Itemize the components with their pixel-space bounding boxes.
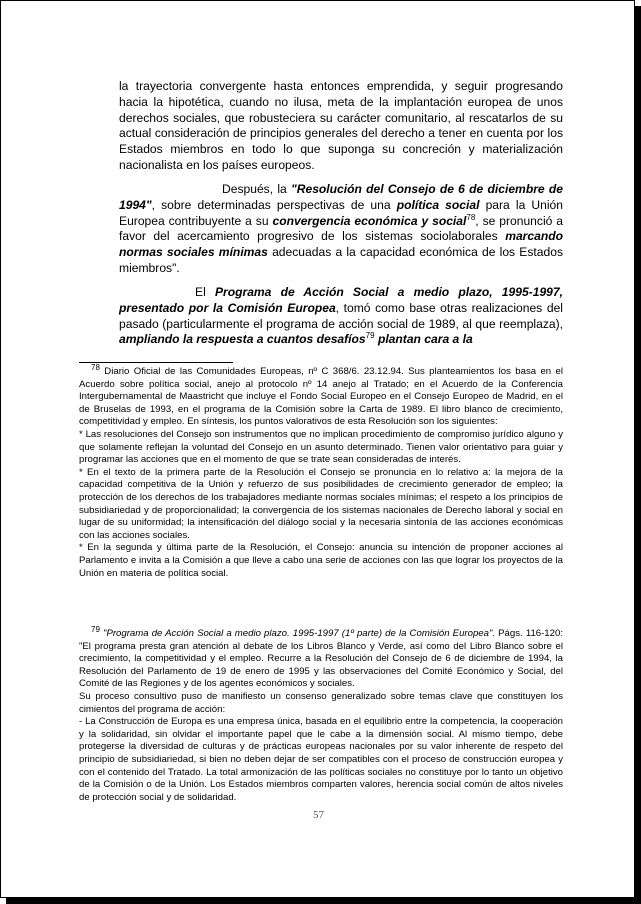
p2-text-e: para la Unión Europea contribuyente a su (119, 197, 563, 228)
p3-emphasis-ampliando: ampliando la respuesta a cuantos desafíos (119, 332, 366, 347)
page-shadow-right (635, 6, 641, 904)
body-paragraph-1 (119, 79, 563, 174)
p2-text-h: , se pronunció a favor del acercamiento progresivo de los sistemas sociolaborales (119, 213, 564, 244)
footnote-79-title: "Programa de Acción Social a medio plazo. 1995-1997 (1º parte) de la Comisión Europea" (99, 628, 493, 639)
footnote-79-intro-text: . Págs. 116-120: "El programa presta gran atención al debate de los Libros Blanco y Verde, así como del Libro Blanco sobre el crecimiento, la competitividad y el empleo. Recurre a la Resolución del Consejo de 6 de diciembre de 1994, la Resolución del Parlamento de 19 de enero de 1995 y las observaciones del Comité Económico y Social, del Comité de las Regiones y de los agentes económicos y sociales. (79, 628, 563, 690)
body-paragraph-2 (119, 182, 563, 277)
footnote-78 (79, 362, 563, 580)
p2-emphasis-normas: marcando normas sociales mínimas (119, 229, 563, 260)
footnote-79-intro (79, 624, 563, 691)
footnote-78-intro-text: Diario Oficial de las Comunidades Europeas, nº C 368/6. 23.12.94. Sus planteamientos los basa en el Acuerdo sobre política social, anejo al protocolo nº 14 anejo al Tratado; en el Acuerdo de la Conferencia Intergubernamental de Maastricht que incluye el Fondo Social Europeo en el Consejo Europeo de Madrid, en el de Bruselas de 1993, en el programa de la Comisión sobre la Carta de 1989. El libro blanco de crecimiento, competitividad y empleo. En síntesis, los puntos valorativos de esta Resolución son los siguientes: (79, 366, 563, 428)
footnote-78-item-1: * Las resoluciones del Consejo son instrumentos que no implican procedimiento de compromiso jurídico alguno y que solamente reflejan la voluntad del Consejo en un asunto determinado. Tienen valor orientativo para guiar y programar las acciones que en el momento de que se trate sean consideradas de interés. (79, 428, 563, 466)
page-shadow-bottom (6, 898, 641, 904)
paragraph-1-text: la trayectoria convergente hasta entonces emprendida, y seguir progresando hacia la hipotética, cuando no ilusa, meta de la implantación europea de unos derechos sociales, que robusteciera su carácter comunitario, al rescatarlos de su actual consideración de principios generales del derecho a tener en cuenta por los Estados miembros en todo lo que suponga su concreción y materialización nacionalista en los países europeos. (119, 79, 563, 172)
page-number: 57 (313, 809, 324, 821)
p3-text-c: , tomó como base otras realizaciones del pasado (particularmente el programa de acción social de 1989, al que reemplaza), (119, 300, 563, 331)
p2-text-a: Después, la (222, 182, 291, 196)
footnote-78-intro (79, 362, 563, 429)
body-paragraph-3 (119, 285, 563, 348)
footnote-78-item-2: * En el texto de la primera parte de la Resolución el Consejo se pronuncia en lo relativo a: la mejora de la capacidad competitiva de la Unión y refuerzo de sus posibilidades de crecimiento generador de empleo; la protección de los derechos de los trabajadores mediante normas sociales mínimas; el respeto a los principios de subsidiariedad y de proporcionalidad; la convergencia de los sistemas nacionales de Derecho laboral y social en lugar de su uniformidad; la intensificación del diálogo social y la necesaria sintonía de las acciones económicas con las acciones sociales. (79, 466, 563, 541)
p2-resolution-title: "Resolución del Consejo de 6 de diciembre de 1994" (119, 182, 563, 212)
footnote-79-number: 79 (91, 624, 100, 634)
footnote-separator (79, 362, 233, 363)
p3-programa-title: Programa de Acción Social a medio plazo, 1995-1997, presentado por la Comisión Europea (119, 285, 563, 315)
footnote-79-para-3: - La Construcción de Europa es una empresa única, basada en el equilibrio entre la competencia, la cooperación y la solidaridad, sin olvidar el importante papel que le cabe a la dimensión social. Al mismo tiempo, debe protegerse la diversidad de culturas y de prácticas europeas nacionales por su valor inherente de respeto del principio de subsidiariedad, si bien no deben dejar de ser compatibles con el proceso de construcción europea y con el contenido del Tratado. La total armonización de las políticas sociales no constituye por lo tanto un objetivo de la Comisión o de la Unión. Los Estados miembros comparten valores, herencia social común de altos niveles de protección social y de solidaridad. (79, 716, 563, 803)
footnote-78-item-3: * En la segunda y última parte de la Resolución, el Consejo: anuncia su intención de proponer acciones al Parlamento e invita a la Comisión a que lleve a cabo una serie de acciones con las que lograr los proyectos de la Unión en materia de política social. (79, 542, 563, 579)
footnote-ref-78[interactable]: 78 (466, 212, 476, 222)
p2-emphasis-convergencia: convergencia económica y social (272, 213, 467, 228)
footnote-79 (79, 624, 563, 804)
p2-text-c: , sobre determinadas perspectivas de una (151, 197, 397, 212)
p2-text-j: adecuadas a la capacidad económica de los Estados miembros". (119, 245, 563, 275)
p2-emphasis-politica-social: política social (396, 197, 480, 212)
p3-text-a: El (195, 285, 215, 299)
footnote-78-number: 78 (91, 362, 100, 372)
footnote-79-para-2: Su proceso consultivo puso de manifiesto un consenso generalizado sobre temas clave que constituyen los cimientos del programa de acción: (79, 690, 563, 715)
p3-emphasis-plantan: plantan cara a la (374, 332, 473, 347)
footnote-ref-79[interactable]: 79 (365, 331, 375, 341)
